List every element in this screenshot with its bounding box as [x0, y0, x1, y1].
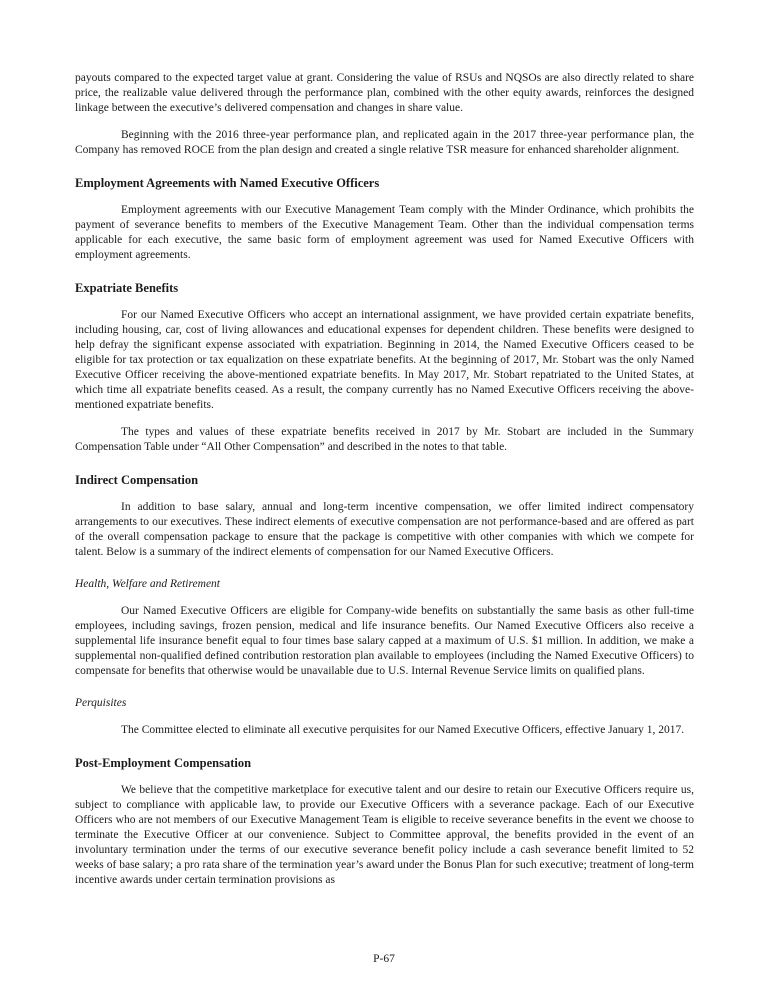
section-heading-indirect-compensation: Indirect Compensation	[75, 473, 199, 487]
employment-agreements-paragraph: Employment agreements with our Executive Management Team comply with the Minder Ordinance, which prohibits the payment of severance benefits to members of the Executive Management Team. Other than the individual compensation terms applicable for each executive, the same basic form of employment agreement was used for Named Executive Officers with employment agreements.	[75, 204, 694, 261]
page-number: P-67	[373, 953, 395, 965]
post-employment-paragraph: We believe that the competitive marketplace for executive talent and our desire to retain our Executive Officers require us, subject to compliance with applicable law, to provide our Executive Officers with a severance package. Each of our Executive Officers who are not members of our Executive Management Team is eligible to receive severance benefits in the event we choose to terminate the Executive Officer at our convenience. Subject to Committee approval, the benefits provided in the event of an involuntary termination under the terms of our executive severance benefit policy include a cash severance benefit limited to 52 weeks of base salary; a pro rata share of the termination year’s award under the Bonus Plan for such executive; treatment of long-term incentive awards under certain termination provisions as	[75, 784, 694, 886]
expatriate-benefits-paragraph-1: For our Named Executive Officers who accept an international assignment, we have provided certain expatriate benefits, including housing, car, cost of living allowances and educational expenses for dependent children. These benefits were designed to help defray the significant expense associated with expatriation. Beginning in 2014, the Named Executive Officers ceased to be eligible for tax protection or tax equalization on these expatriate benefits. At the beginning of 2017, Mr. Stobart was the only Named Executive Officer receiving the above-mentioned expatriate benefits. In May 2017, Mr. Stobart repatriated to the United States, at which time all expatriate benefits ceased. As a result, the company currently has no Named Executive Officers receiving the above-mentioned expatriate benefits.	[75, 309, 694, 411]
document-page	[75, 71, 694, 900]
section-heading-employment-agreements: Employment Agreements with Named Executive Officers	[75, 176, 380, 190]
indirect-compensation-paragraph: In addition to base salary, annual and long-term incentive compensation, we offer limited indirect compensatory arrangements to our executives. These indirect elements of executive compensation are not performance-based and are offered as part of the overall compensation package to ensure that the package is competitive with other companies with which we compete for talent. Below is a summary of the indirect elements of compensation for our Named Executive Officers.	[75, 501, 694, 558]
expatriate-benefits-paragraph-2: The types and values of these expatriate benefits received in 2017 by Mr. Stobart are included in the Summary Compensation Table under “All Other Compensation” and described in the notes to that table.	[75, 426, 694, 453]
perquisites-paragraph: The Committee elected to eliminate all executive perquisites for our Named Executive Officers, effective January 1, 2017.	[121, 724, 685, 736]
intro-paragraph-2: Beginning with the 2016 three-year performance plan, and replicated again in the 2017 three-year performance plan, the Company has removed ROCE from the plan design and created a single relative TSR measure for enhanced shareholder alignment.	[75, 129, 694, 156]
subsection-heading-health-welfare-retirement: Health, Welfare and Retirement	[75, 578, 220, 590]
health-welfare-retirement-paragraph: Our Named Executive Officers are eligible for Company-wide benefits on substantially the same basis as other full-time employees, including savings, frozen pension, medical and life insurance benefits. Our Named Executive Officers also receive a supplemental life insurance benefit equal to four times base salary capped at a maximum of U.S. $1 million. In addition, we make a supplemental non-qualified defined contribution restoration plan available to employees (including the Named Executive Officers) to compensate for benefits that otherwise would be unavailable due to U.S. Internal Revenue Service limits on qualified plans.	[75, 605, 694, 677]
subsection-heading-perquisites: Perquisites	[75, 697, 127, 709]
section-heading-expatriate-benefits: Expatriate Benefits	[75, 281, 179, 295]
section-heading-post-employment-compensation: Post-Employment Compensation	[75, 756, 252, 770]
intro-continuation-paragraph: payouts compared to the expected target value at grant. Considering the value of RSUs and NQSOs are also directly related to share price, the realizable value delivered through the performance plan, combined with the other equity awards, reinforces the designed linkage between the executive’s delivered compensation and changes in share value.	[75, 72, 694, 114]
